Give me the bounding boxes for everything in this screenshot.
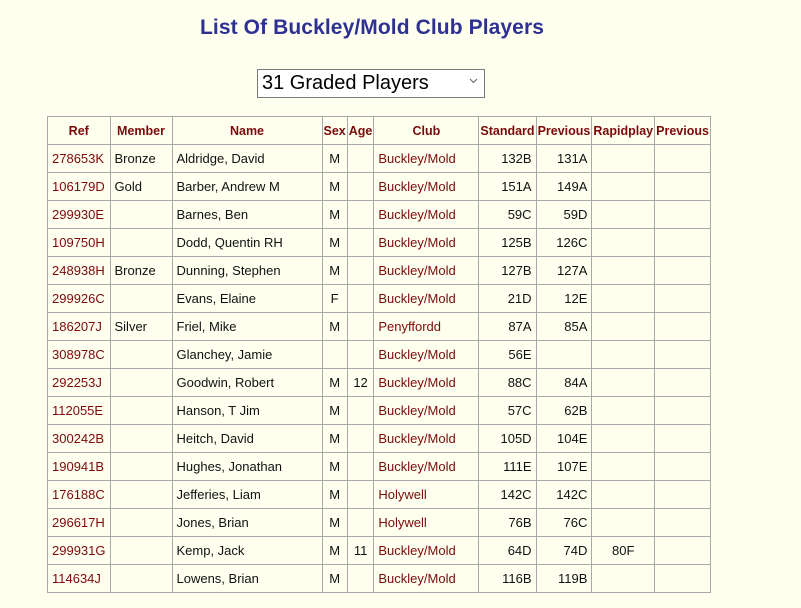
standard-grade: 21D bbox=[479, 285, 536, 313]
rapidplay-previous-grade bbox=[655, 481, 711, 509]
header-name[interactable]: Name bbox=[172, 117, 322, 145]
standard-grade: 88C bbox=[479, 369, 536, 397]
player-age bbox=[347, 257, 374, 285]
player-name: Jefferies, Liam bbox=[172, 481, 322, 509]
rapidplay-previous-grade bbox=[655, 229, 711, 257]
player-sex: F bbox=[322, 285, 347, 313]
header-club[interactable]: Club bbox=[374, 117, 479, 145]
table-row bbox=[48, 453, 711, 481]
table-row bbox=[48, 145, 711, 173]
player-club: Buckley/Mold bbox=[374, 341, 479, 369]
standard-previous-grade: 142C bbox=[536, 481, 592, 509]
player-ref-link[interactable]: 112055E bbox=[48, 397, 111, 425]
standard-grade: 76B bbox=[479, 509, 536, 537]
player-sex: M bbox=[322, 145, 347, 173]
player-sex bbox=[322, 341, 347, 369]
player-sex: M bbox=[322, 481, 347, 509]
player-ref-link[interactable]: 190941B bbox=[48, 453, 111, 481]
rapidplay-previous-grade bbox=[655, 397, 711, 425]
standard-grade: 64D bbox=[479, 537, 536, 565]
player-sex: M bbox=[322, 369, 347, 397]
rapidplay-previous-grade bbox=[655, 145, 711, 173]
player-club: Buckley/Mold bbox=[374, 173, 479, 201]
standard-previous-grade: 74D bbox=[536, 537, 592, 565]
player-club: Holywell bbox=[374, 481, 479, 509]
player-sex: M bbox=[322, 537, 347, 565]
header-standard-previous[interactable]: Previous bbox=[536, 117, 592, 145]
player-name: Dodd, Quentin RH bbox=[172, 229, 322, 257]
header-member[interactable]: Member bbox=[110, 117, 172, 145]
member-level: Bronze bbox=[110, 145, 172, 173]
player-ref-link[interactable]: 176188C bbox=[48, 481, 111, 509]
header-rapidplay[interactable]: Rapidplay bbox=[592, 117, 655, 145]
member-level bbox=[110, 481, 172, 509]
rapidplay-previous-grade bbox=[655, 341, 711, 369]
rapidplay-previous-grade bbox=[655, 565, 711, 593]
player-club: Buckley/Mold bbox=[374, 229, 479, 257]
member-level bbox=[110, 369, 172, 397]
member-level bbox=[110, 565, 172, 593]
player-club: Buckley/Mold bbox=[374, 397, 479, 425]
rapidplay-previous-grade bbox=[655, 453, 711, 481]
player-age bbox=[347, 201, 374, 229]
chevron-down-icon[interactable] bbox=[469, 76, 478, 87]
player-name: Hanson, T Jim bbox=[172, 397, 322, 425]
player-name: Friel, Mike bbox=[172, 313, 322, 341]
player-age bbox=[347, 453, 374, 481]
rapidplay-grade bbox=[592, 201, 655, 229]
player-ref-link[interactable]: 300242B bbox=[48, 425, 111, 453]
player-club: Buckley/Mold bbox=[374, 425, 479, 453]
player-age bbox=[347, 565, 374, 593]
standard-previous-grade: 149A bbox=[536, 173, 592, 201]
standard-previous-grade: 59D bbox=[536, 201, 592, 229]
standard-grade: 111E bbox=[479, 453, 536, 481]
player-name: Evans, Elaine bbox=[172, 285, 322, 313]
member-level bbox=[110, 509, 172, 537]
table-row bbox=[48, 565, 711, 593]
standard-grade: 142C bbox=[479, 481, 536, 509]
standard-previous-grade: 76C bbox=[536, 509, 592, 537]
player-name: Dunning, Stephen bbox=[172, 257, 322, 285]
player-ref-link[interactable]: 186207J bbox=[48, 313, 111, 341]
rapidplay-grade bbox=[592, 397, 655, 425]
player-age bbox=[347, 425, 374, 453]
header-rapidplay-previous[interactable]: Previous bbox=[655, 117, 711, 145]
rapidplay-grade bbox=[592, 453, 655, 481]
member-level: Gold bbox=[110, 173, 172, 201]
standard-previous-grade: 119B bbox=[536, 565, 592, 593]
player-name: Kemp, Jack bbox=[172, 537, 322, 565]
standard-previous-grade: 62B bbox=[536, 397, 592, 425]
standard-previous-grade: 131A bbox=[536, 145, 592, 173]
rapidplay-grade bbox=[592, 313, 655, 341]
standard-grade: 105D bbox=[479, 425, 536, 453]
member-level bbox=[110, 453, 172, 481]
player-age bbox=[347, 481, 374, 509]
player-ref-link[interactable]: 299926C bbox=[48, 285, 111, 313]
rapidplay-grade bbox=[592, 229, 655, 257]
player-filter-selected-value: 31 Graded Players bbox=[262, 72, 429, 94]
players-table bbox=[47, 116, 711, 593]
player-club: Buckley/Mold bbox=[374, 369, 479, 397]
player-age bbox=[347, 397, 374, 425]
member-level bbox=[110, 397, 172, 425]
table-row bbox=[48, 481, 711, 509]
player-sex: M bbox=[322, 425, 347, 453]
player-ref-link[interactable]: 106179D bbox=[48, 173, 111, 201]
rapidplay-previous-grade bbox=[655, 369, 711, 397]
standard-grade: 151A bbox=[479, 173, 536, 201]
player-sex: M bbox=[322, 313, 347, 341]
player-name: Heitch, David bbox=[172, 425, 322, 453]
table-row bbox=[48, 173, 711, 201]
player-club: Buckley/Mold bbox=[374, 565, 479, 593]
header-sex[interactable]: Sex bbox=[322, 117, 347, 145]
member-level bbox=[110, 341, 172, 369]
player-sex: M bbox=[322, 173, 347, 201]
player-sex: M bbox=[322, 257, 347, 285]
player-ref-link[interactable]: 248938H bbox=[48, 257, 111, 285]
player-name: Aldridge, David bbox=[172, 145, 322, 173]
player-age bbox=[347, 229, 374, 257]
player-sex: M bbox=[322, 229, 347, 257]
player-sex: M bbox=[322, 509, 347, 537]
standard-previous-grade: 104E bbox=[536, 425, 592, 453]
rapidplay-grade bbox=[592, 173, 655, 201]
player-sex: M bbox=[322, 397, 347, 425]
player-age bbox=[347, 509, 374, 537]
player-age bbox=[347, 341, 374, 369]
standard-previous-grade: 12E bbox=[536, 285, 592, 313]
rapidplay-grade bbox=[592, 565, 655, 593]
standard-previous-grade: 85A bbox=[536, 313, 592, 341]
table-row bbox=[48, 229, 711, 257]
rapidplay-grade: 80F bbox=[592, 537, 655, 565]
table-row bbox=[48, 369, 711, 397]
rapidplay-previous-grade bbox=[655, 537, 711, 565]
standard-grade: 57C bbox=[479, 397, 536, 425]
standard-grade: 87A bbox=[479, 313, 536, 341]
player-ref-link[interactable]: 296617H bbox=[48, 509, 111, 537]
rapidplay-grade bbox=[592, 481, 655, 509]
standard-previous-grade bbox=[536, 341, 592, 369]
member-level bbox=[110, 425, 172, 453]
player-ref-link[interactable]: 114634J bbox=[48, 565, 111, 593]
member-level bbox=[110, 229, 172, 257]
player-age bbox=[347, 285, 374, 313]
page-title: List Of Buckley/Mold Club Players bbox=[199, 16, 545, 39]
rapidplay-grade bbox=[592, 257, 655, 285]
member-level: Silver bbox=[110, 313, 172, 341]
standard-previous-grade: 84A bbox=[536, 369, 592, 397]
player-name: Barber, Andrew M bbox=[172, 173, 322, 201]
player-ref-link[interactable]: 109750H bbox=[48, 229, 111, 257]
standard-grade: 116B bbox=[479, 565, 536, 593]
player-ref-link[interactable]: 299930E bbox=[48, 201, 111, 229]
player-sex: M bbox=[322, 453, 347, 481]
player-ref-link[interactable]: 299931G bbox=[48, 537, 111, 565]
table-row bbox=[48, 313, 711, 341]
player-club: Holywell bbox=[374, 509, 479, 537]
player-sex: M bbox=[322, 201, 347, 229]
player-club: Penyffordd bbox=[374, 313, 479, 341]
player-club: Buckley/Mold bbox=[374, 537, 479, 565]
player-age: 11 bbox=[347, 537, 374, 565]
player-name: Glanchey, Jamie bbox=[172, 341, 322, 369]
rapidplay-previous-grade bbox=[655, 173, 711, 201]
standard-grade: 56E bbox=[479, 341, 536, 369]
standard-previous-grade: 126C bbox=[536, 229, 592, 257]
rapidplay-grade bbox=[592, 369, 655, 397]
player-name: Goodwin, Robert bbox=[172, 369, 322, 397]
header-age[interactable]: Age bbox=[347, 117, 374, 145]
table-row bbox=[48, 537, 711, 565]
header-ref[interactable]: Ref bbox=[48, 117, 111, 145]
table-row bbox=[48, 201, 711, 229]
rapidplay-grade bbox=[592, 509, 655, 537]
player-ref-link[interactable]: 292253J bbox=[48, 369, 111, 397]
player-name: Jones, Brian bbox=[172, 509, 322, 537]
member-level bbox=[110, 537, 172, 565]
table-row bbox=[48, 341, 711, 369]
player-club: Buckley/Mold bbox=[374, 145, 479, 173]
player-club: Buckley/Mold bbox=[374, 453, 479, 481]
standard-previous-grade: 107E bbox=[536, 453, 592, 481]
player-name: Barnes, Ben bbox=[172, 201, 322, 229]
rapidplay-previous-grade bbox=[655, 425, 711, 453]
table-row bbox=[48, 509, 711, 537]
table-row bbox=[48, 257, 711, 285]
player-age bbox=[347, 173, 374, 201]
rapidplay-previous-grade bbox=[655, 201, 711, 229]
player-name: Lowens, Brian bbox=[172, 565, 322, 593]
player-age bbox=[347, 145, 374, 173]
rapidplay-grade bbox=[592, 425, 655, 453]
standard-previous-grade: 127A bbox=[536, 257, 592, 285]
table-row bbox=[48, 285, 711, 313]
player-ref-link[interactable]: 278653K bbox=[48, 145, 111, 173]
player-filter-select[interactable] bbox=[257, 69, 485, 98]
table-row bbox=[48, 425, 711, 453]
player-ref-link[interactable]: 308978C bbox=[48, 341, 111, 369]
player-name: Hughes, Jonathan bbox=[172, 453, 322, 481]
member-level bbox=[110, 201, 172, 229]
member-level: Bronze bbox=[110, 257, 172, 285]
standard-grade: 127B bbox=[479, 257, 536, 285]
player-club: Buckley/Mold bbox=[374, 285, 479, 313]
table-header-row bbox=[48, 117, 711, 145]
standard-grade: 125B bbox=[479, 229, 536, 257]
member-level bbox=[110, 285, 172, 313]
player-club: Buckley/Mold bbox=[374, 257, 479, 285]
rapidplay-grade bbox=[592, 145, 655, 173]
player-age bbox=[347, 313, 374, 341]
rapidplay-previous-grade bbox=[655, 313, 711, 341]
rapidplay-grade bbox=[592, 341, 655, 369]
rapidplay-previous-grade bbox=[655, 285, 711, 313]
player-age: 12 bbox=[347, 369, 374, 397]
rapidplay-previous-grade bbox=[655, 257, 711, 285]
player-club: Buckley/Mold bbox=[374, 201, 479, 229]
player-sex: M bbox=[322, 565, 347, 593]
standard-grade: 132B bbox=[479, 145, 536, 173]
header-standard[interactable]: Standard bbox=[479, 117, 536, 145]
rapidplay-grade bbox=[592, 285, 655, 313]
rapidplay-previous-grade bbox=[655, 509, 711, 537]
table-row bbox=[48, 397, 711, 425]
standard-grade: 59C bbox=[479, 201, 536, 229]
